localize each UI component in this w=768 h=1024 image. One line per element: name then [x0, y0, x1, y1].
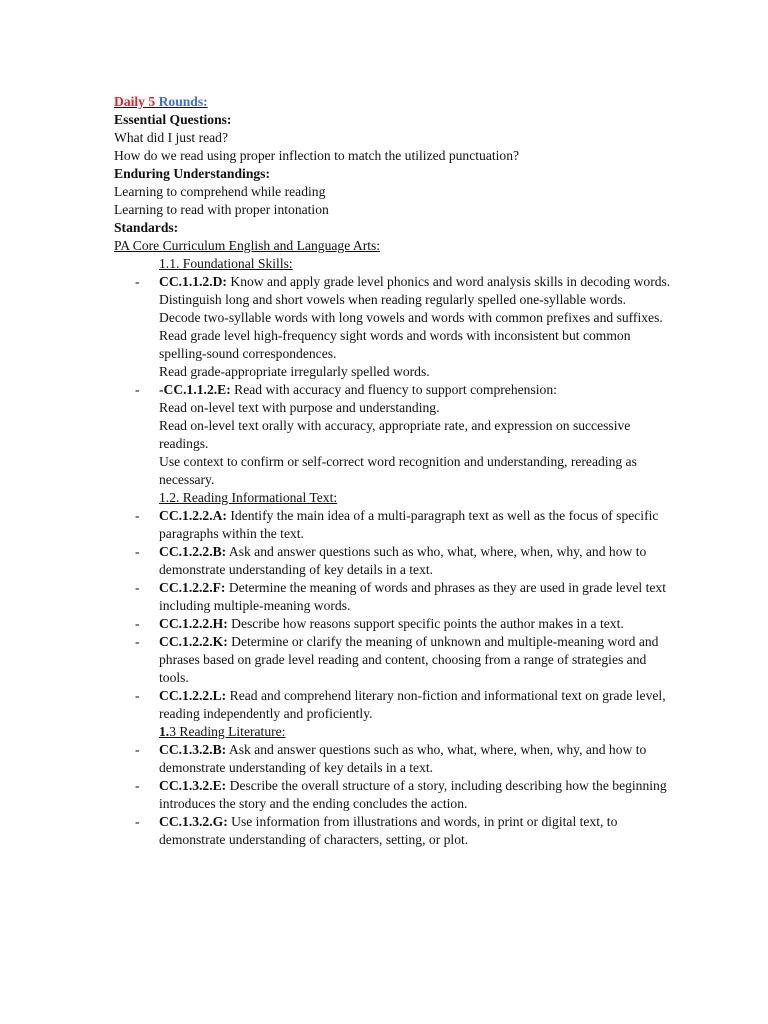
bullet-dash: - [135, 274, 140, 289]
section-reading-literature [159, 723, 285, 741]
standard-text: Identify the main idea of a multi-paragraph text as well as the focus of specific paragraphs within the text. [159, 508, 659, 541]
standard-item [114, 741, 674, 777]
standard-item [114, 507, 674, 543]
standard-text: Read and comprehend literary non-fiction and informational text on grade level, reading independently and proficiently. [159, 688, 666, 721]
title-daily: Daily [114, 94, 145, 109]
standard-item [114, 633, 674, 687]
standard-code: CC.1.2.2.K: [159, 634, 228, 649]
section-reading-informational-text: 1.2. Reading Informational Text: [159, 490, 338, 505]
bullet-dash: - [135, 688, 140, 703]
essential-questions-heading: Essential Questions: [114, 112, 232, 127]
enduring-understanding: Learning to read with proper intonation [114, 202, 329, 217]
bullet-dash: - [135, 508, 140, 523]
standard-code: CC.1.1.2.D: [159, 274, 227, 289]
standard-text: Read with accuracy and fluency to support comprehension: [234, 382, 557, 397]
essential-question: How do we read using proper inflection to match the utilized punctuation? [114, 148, 520, 163]
bullet-dash: - [135, 382, 140, 397]
section-label: 3 Reading Literature: [169, 724, 286, 739]
standard-detail: Read grade level high-frequency sight words and words with inconsistent but common spelling-sound correspondences. [159, 328, 631, 361]
standards-heading: Standards: [114, 220, 179, 235]
section-foundational-skills: 1.1. Foundational Skills: [159, 256, 293, 271]
standard-text: Use information from illustrations and words, in print or digital text, to demonstrate understanding of characters, setting, or plot. [159, 814, 618, 847]
bullet-dash: - [135, 742, 140, 757]
standard-item [114, 687, 674, 723]
standard-item [114, 543, 674, 579]
enduring-understandings-heading: Enduring Understandings: [114, 166, 271, 181]
standard-detail: Read grade-appropriate irregularly spelled words. [159, 364, 430, 379]
standard-text: Ask and answer questions such as who, what, where, when, why, and how to demonstrate understanding of key details in a text. [159, 544, 647, 577]
standard-code: -CC.1.1.2.E: [159, 382, 231, 397]
document-title [114, 93, 674, 111]
standard-detail: Distinguish long and short vowels when reading regularly spelled one-syllable words. [159, 292, 627, 307]
standard-item [114, 813, 674, 849]
standard-text: Ask and answer questions such as who, what, where, when, why, and how to demonstrate understanding of key details in a text. [159, 742, 647, 775]
bullet-dash: - [135, 580, 140, 595]
standard-text: Describe how reasons support specific points the author makes in a text. [231, 616, 624, 631]
standard-item [114, 381, 674, 489]
curriculum-title: PA Core Curriculum English and Language Arts: [114, 238, 381, 253]
standard-code: CC.1.3.2.E: [159, 778, 227, 793]
standard-text: Determine the meaning of words and phrases as they are used in grade level text including multiple-meaning words. [159, 580, 666, 613]
standard-item [114, 579, 674, 615]
bullet-dash: - [135, 634, 140, 649]
essential-question: What did I just read? [114, 130, 228, 145]
standard-text: Determine or clarify the meaning of unknown and multiple-meaning word and phrases based on grade level reading and content, choosing from a range of strategies and tools. [159, 634, 659, 685]
standard-code: CC.1.2.2.A: [159, 508, 227, 523]
standard-text: Know and apply grade level phonics and word analysis skills in decoding words. [230, 274, 671, 289]
standard-code: CC.1.2.2.H: [159, 616, 228, 631]
standard-code: CC.1.3.2.B: [159, 742, 227, 757]
standard-item [114, 273, 674, 381]
section-number: 1. [159, 724, 170, 739]
standard-detail: Read on-level text orally with accuracy, appropriate rate, and expression on successive readings. [159, 418, 631, 451]
title-number: 5 [148, 94, 156, 109]
standard-code: CC.1.2.2.B: [159, 544, 227, 559]
title-rounds: Rounds: [158, 94, 208, 109]
standard-detail: Read on-level text with purpose and understanding. [159, 400, 440, 415]
standard-text: Describe the overall structure of a story, including describing how the beginning introduces the story and the ending concludes the action. [159, 778, 667, 811]
standard-detail: Use context to confirm or self-correct word recognition and understanding, rereading as necessary. [159, 454, 637, 487]
bullet-dash: - [135, 616, 140, 631]
standard-item [114, 615, 674, 633]
bullet-dash: - [135, 544, 140, 559]
standard-code: CC.1.2.2.F: [159, 580, 226, 595]
standard-code: CC.1.2.2.L: [159, 688, 227, 703]
standard-code: CC.1.3.2.G: [159, 814, 228, 829]
standard-detail: Decode two-syllable words with long vowels and words with common prefixes and suffixes. [159, 310, 663, 325]
enduring-understanding: Learning to comprehend while reading [114, 184, 326, 199]
bullet-dash: - [135, 778, 140, 793]
document-content [114, 93, 674, 849]
bullet-dash: - [135, 814, 140, 829]
standard-item [114, 777, 674, 813]
